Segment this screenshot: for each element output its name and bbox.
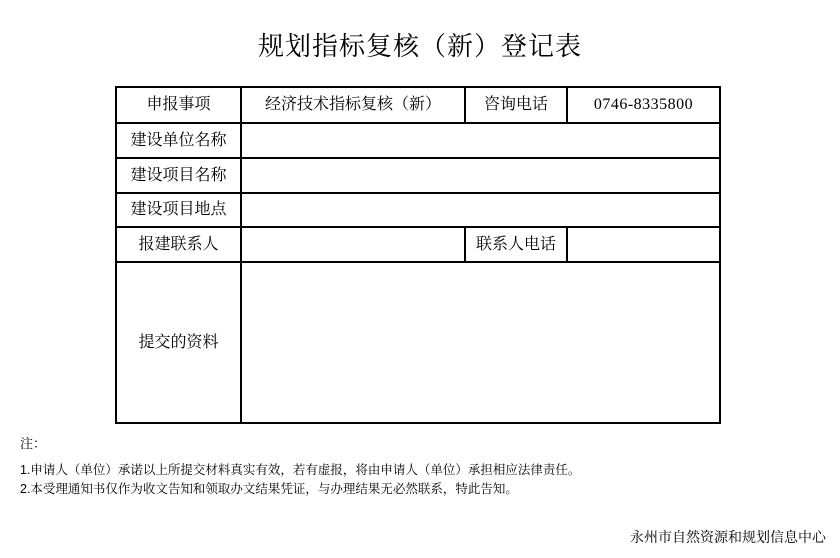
cell-materials-value xyxy=(241,262,720,423)
notes-section xyxy=(20,436,580,498)
table-row-project-location xyxy=(116,193,720,227)
cell-unit-name-value xyxy=(241,123,720,158)
cell-project-location-value xyxy=(241,193,720,227)
cell-application-item-label: 申报事项 xyxy=(116,87,241,123)
cell-contact-phone-value xyxy=(567,227,720,262)
registration-table xyxy=(115,86,721,424)
cell-contact-label: 报建联系人 xyxy=(116,227,241,262)
cell-consult-phone-label: 咨询电话 xyxy=(465,87,567,123)
cell-contact-phone-label: 联系人电话 xyxy=(465,227,567,262)
table-row-application-item xyxy=(116,87,720,123)
cell-contact-value xyxy=(241,227,465,262)
cell-project-name-label: 建设项目名称 xyxy=(116,158,241,193)
table-row-unit-name xyxy=(116,123,720,158)
cell-unit-name-label: 建设单位名称 xyxy=(116,123,241,158)
note-item-1: 1.申请人（单位）承诺以上所提交材料真实有效，若有虚报，将由申请人（单位）承担相应法律责任。 xyxy=(20,463,581,477)
table-row-materials xyxy=(116,262,720,423)
cell-project-name-value xyxy=(241,158,720,193)
notes-heading: 注： xyxy=(20,436,47,451)
table-row-project-name xyxy=(116,158,720,193)
page-title: 规划指标复核（新）登记表 xyxy=(257,32,582,61)
table-row-contact xyxy=(116,227,720,262)
cell-consult-phone-value: 0746-8335800 xyxy=(567,87,720,123)
cell-materials-label: 提交的资料 xyxy=(116,262,241,423)
cell-application-item-value: 经济技术指标复核（新） xyxy=(241,87,465,123)
cell-project-location-label: 建设项目地点 xyxy=(116,193,241,227)
footer-org-name: 永州市自然资源和规划信息中心 xyxy=(630,529,826,545)
note-item-2: 2.本受理通知书仅作为收文告知和领取办文结果凭证，与办理结果无必然联系，特此告知。 xyxy=(20,481,518,496)
